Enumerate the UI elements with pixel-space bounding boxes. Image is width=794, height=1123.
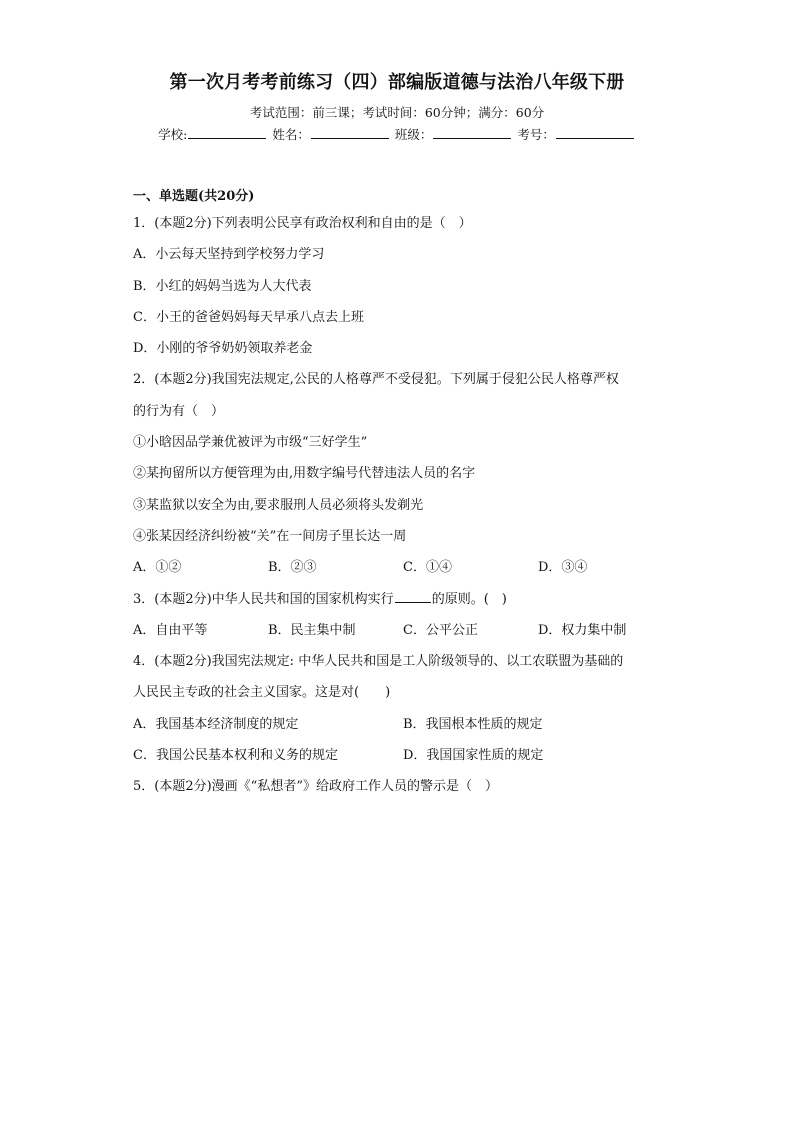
question-3-options — [133, 615, 673, 646]
name-label: 姓名： — [272, 127, 310, 142]
question-1-option-d[interactable]: D．小刚的爷爷奶奶领取养老金 — [133, 341, 313, 357]
question-2-options — [133, 552, 673, 583]
question-3-stem-before: 3．(本题2分)中华人民共和国的国家机构实行 — [133, 591, 394, 607]
question-1-option-c[interactable]: C．小王的爸爸妈妈每天早承八点去上班 — [133, 309, 364, 325]
question-list — [133, 186, 673, 803]
question-2-item-4: ④张某因经济纠纷被“关”在一间房子里长达一周 — [133, 528, 407, 544]
question-3-option-b[interactable]: B．民主集中制 — [268, 622, 356, 638]
question-4-stem-line-1: 4．(本题2分)我国宪法规定: 中华人民共和国是工人阶级领导的、以工农联盟为基础的 — [133, 654, 624, 670]
question-2-stem-line-2: 的行为有（ ） — [133, 403, 225, 419]
question-3-fill-blank[interactable] — [395, 590, 431, 603]
question-4-options-row-1 — [133, 709, 673, 740]
question-2-item-1: ①小晗因品学兼优被评为市级“三好学生” — [133, 435, 368, 451]
number-label: 考号： — [517, 127, 555, 142]
question-2-item-2: ②某拘留所以方便管理为由,用数字编号代替违法人员的名字 — [133, 466, 476, 482]
question-1-option-a[interactable]: A．小云每天坚持到学校努力学习 — [133, 247, 325, 263]
question-3-option-c[interactable]: C．公平公正 — [403, 622, 478, 638]
question-5-stem: 5．(本题2分)漫画《“私想者”》给政府工作人员的警示是（ ） — [133, 779, 498, 795]
question-2-option-a[interactable]: A．①② — [133, 560, 182, 576]
question-2-option-d[interactable]: D．③④ — [538, 560, 588, 576]
class-blank[interactable] — [433, 126, 511, 139]
question-1-stem: 1．(本题2分)下列表明公民享有政治权利和自由的是（ ） — [133, 216, 472, 231]
question-3-stem — [133, 584, 673, 615]
question-1-option-b[interactable]: B．小红的妈妈当选为人大代表 — [133, 278, 312, 294]
section-heading: 一、单选题(共20分) — [133, 189, 255, 204]
question-3-option-a[interactable]: A．自由平等 — [133, 622, 208, 638]
question-4-stem-line-2: 人民民主专政的社会主义国家。这是对( ) — [133, 685, 391, 701]
page-title: 第一次月考考前练习（四）部编版道德与法治八年级下册 — [169, 72, 625, 93]
number-blank[interactable] — [556, 126, 634, 139]
school-blank[interactable] — [188, 126, 266, 139]
question-4-option-d[interactable]: D．我国国家性质的规定 — [403, 748, 544, 764]
exam-info: 考试范围：前三课；考试时间：60分钟；满分：60分 — [249, 105, 545, 120]
question-2-option-c[interactable]: C．①④ — [403, 560, 452, 576]
question-2-stem-line-1: 2．(本题2分)我国宪法规定,公民的人格尊严不受侵犯。下列属于侵犯公民人格尊严权 — [133, 372, 619, 388]
question-4-options-row-2 — [133, 740, 673, 771]
question-2-item-3: ③某监狱以安全为由,要求服刑人员必须将头发剃光 — [133, 497, 424, 513]
student-info-fields — [0, 125, 794, 143]
school-label: 学校: — [158, 127, 188, 142]
question-2-option-b[interactable]: B．②③ — [268, 560, 317, 576]
class-label: 班级： — [394, 127, 433, 142]
question-4-option-a[interactable]: A．我国基本经济制度的规定 — [133, 716, 299, 732]
question-4-option-c[interactable]: C．我国公民基本权利和义务的规定 — [133, 748, 338, 764]
question-4-option-b[interactable]: B．我国根本性质的规定 — [403, 716, 543, 732]
question-3-stem-after: 的原则。( ) — [431, 591, 507, 607]
name-blank[interactable] — [311, 126, 389, 139]
question-3-option-d[interactable]: D．权力集中制 — [538, 622, 627, 638]
